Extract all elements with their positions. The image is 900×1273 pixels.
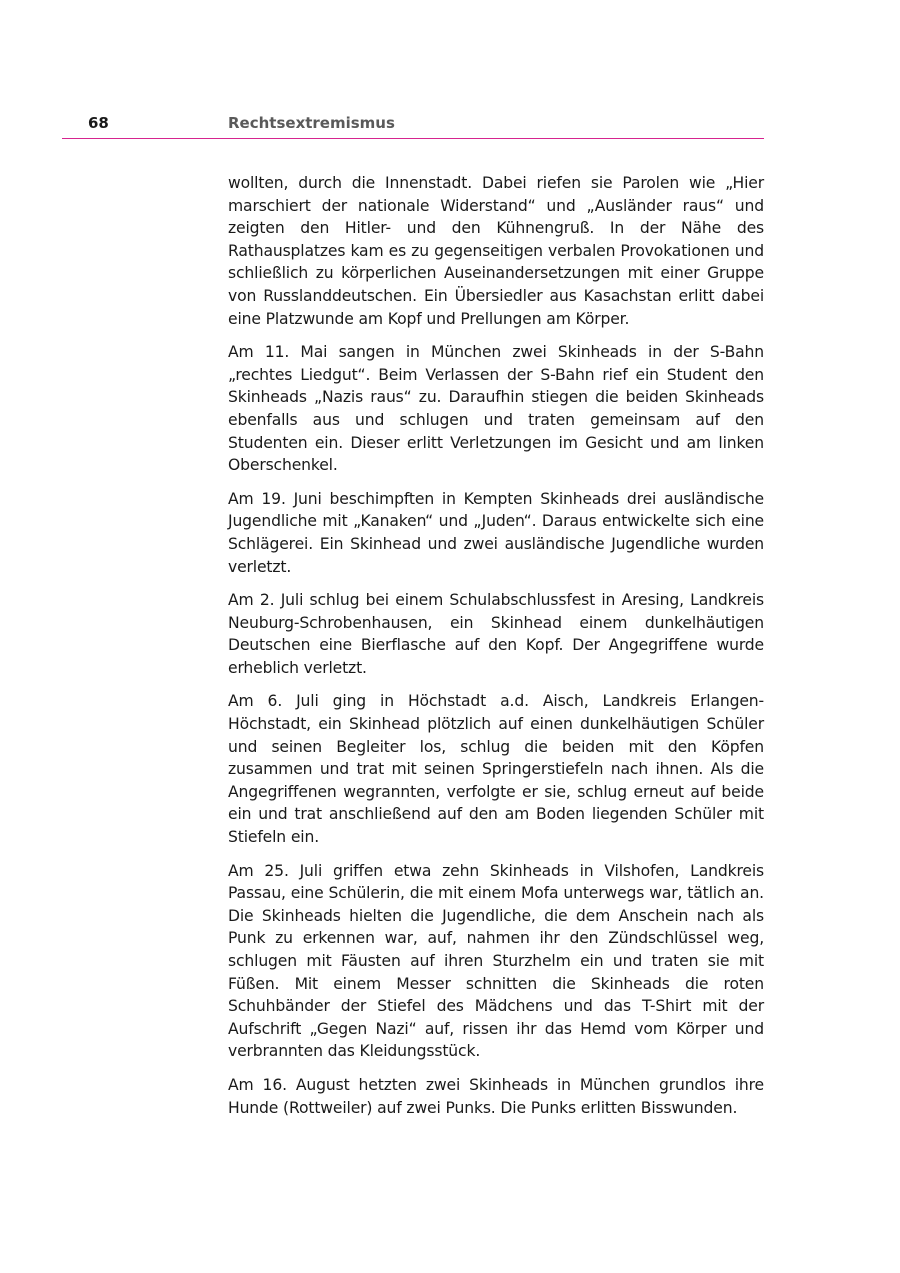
- running-title: Rechtsextremismus: [228, 114, 395, 132]
- paragraph: Am 16. August hetzten zwei Skinheads in München grundlos ihre Hunde (Rottweiler) auf zwei Punks. Die Punks erlitten Bisswunden.: [228, 1075, 764, 1117]
- page-header: [62, 112, 764, 139]
- paragraph: Am 11. Mai sangen in München zwei Skinheads in der S-Bahn „rechtes Liedgut“. Beim Verlassen der S-Bahn rief ein Student den Skinheads „Nazis raus“ zu. Daraufhin stiegen die beiden Skinheads ebenfalls aus und schlugen und traten gemeinsam auf den Studenten ein. Dieser erlitt Verletzungen im Gesicht und am linken Oberschenkel.: [228, 343, 764, 475]
- paragraph: wollten, durch die Innenstadt. Dabei riefen sie Parolen wie „Hier marschiert der nationale Widerstand“ und „Ausländer raus“ und zeigten den Hitler- und den Kühnengruß. In der Nähe des Rathausplatzes kam es zu gegenseitigen verbalen Provokationen und schließlich zu körperlichen Auseinandersetzungen mit einer Gruppe von Russlanddeutschen. Ein Übersiedler aus Kasachstan erlitt dabei eine Platzwunde am Kopf und Prellungen am Körper.: [228, 174, 764, 328]
- paragraph: Am 6. Juli ging in Höchstadt a.d. Aisch, Landkreis Erlangen-Höchstadt, ein Skinhead plötzlich auf einen dunkelhäutigen Schüler und seinen Begleiter los, schlug die beiden mit den Köpfen zusammen und trat mit seinen Springerstiefeln nach ihnen. Als die Angegriffenen wegrannten, verfolgte er sie, schlug erneut auf beide ein und trat anschließend auf den am Boden liegenden Schüler mit Stiefeln ein.: [228, 692, 764, 847]
- body-text: [228, 172, 764, 1130]
- paragraph: Am 2. Juli schlug bei einem Schulabschlussfest in Aresing, Landkreis Neuburg-Schrobenhausen, ein Skinhead einem dunkelhäutigen Deutschen eine Bierflasche auf den Kopf. Der Angegriffene wurde erheblich verletzt.: [228, 591, 764, 677]
- page-number: 68: [88, 114, 109, 132]
- paragraph: Am 25. Juli griffen etwa zehn Skinheads in Vilshofen, Landkreis Passau, eine Schülerin, die mit einem Mofa unterwegs war, tätlich an. Die Skinheads hielten die Jugendliche, die dem Anschein nach als Punk zu erkennen war, auf, nahmen ihr den Zündschlüssel weg, schlugen mit Fäusten auf ihren Sturzhelm ein und traten sie mit Füßen. Mit einem Messer schnitten die Skinheads die roten Schuhbänder der Stiefel des Mädchens und das T-Shirt mit der Aufschrift „Gegen Nazi“ auf, rissen ihr das Hemd vom Körper und verbrannten das Kleidungsstück.: [228, 861, 764, 1061]
- paragraph: Am 19. Juni beschimpften in Kempten Skinheads drei ausländische Jugendliche mit „Kanaken“ und „Juden“. Daraus entwickelte sich eine Schlägerei. Ein Skinhead und zwei ausländische Jugendliche wurden verletzt.: [228, 489, 764, 576]
